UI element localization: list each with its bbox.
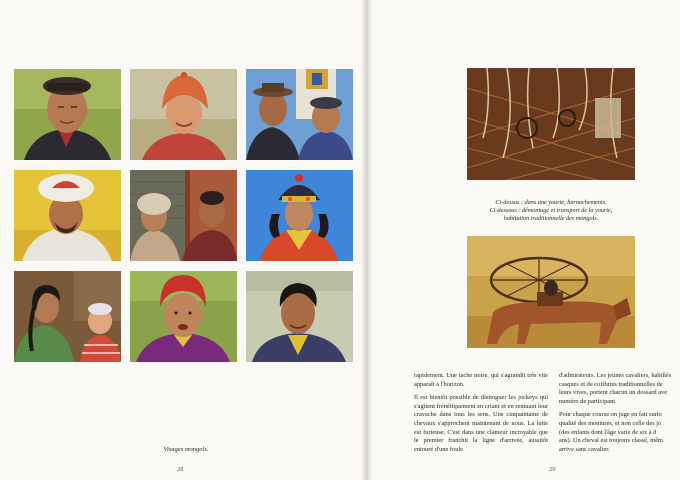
text-column-1 <box>414 372 548 459</box>
column-2-line: casques et de coiffures traditionnelles de <box>559 380 663 388</box>
portrait-man-fur-hat <box>14 170 121 261</box>
column-2-line: d'admirateurs. Les jeunes cavaliers, habillés <box>559 372 672 379</box>
page-number-right: 29 <box>549 466 556 473</box>
page-number-left: 28 <box>177 466 184 473</box>
text-column-2 <box>559 372 680 454</box>
portrait-two-men-before-stupa <box>246 69 353 160</box>
photo-yurt-transport-horse <box>467 236 635 348</box>
column-2-line: ans). Un cheval est toujours classé, mêm <box>559 437 663 445</box>
portrait-young-man <box>246 271 353 362</box>
column-2-line: qualité des montures, et non celle des jo <box>559 419 662 427</box>
photo-caption-right <box>468 199 634 223</box>
column-2-line: (des enfants dont l'âge varie de six à d <box>559 428 657 436</box>
paragraph-1: rapidement. Une tache noire, qui s'agrandit très vite apparaît à l'horizon. <box>414 372 548 388</box>
portrait-two-women-brick-wall <box>130 170 237 261</box>
column-2-line: Pour chaque course on juge en fait surto <box>559 411 662 419</box>
column-2-line: leurs vives, portent chacun un dossard ave <box>559 389 668 397</box>
column-2-line: arrive sans cavalier. <box>559 445 610 453</box>
book-spine <box>362 0 372 480</box>
paragraph-2: Il est bientôt possible de distinguer les jockeys qui s'agitent frénétiquement en criant et en remuant leur cravache dans tous les sens. Une cinquantaine de chevaux s'approchent maintenant de nous. La lutte est furieuse. C'est dans une clameur incroyable que le premier franchit la ligne d'arrivée, aussitôt entouré d'une foule <box>414 394 548 453</box>
portrait-elderly-man-dark-hat <box>14 69 121 160</box>
portrait-mother-and-child <box>14 271 121 362</box>
portrait-woman-red-headscarf <box>130 271 237 362</box>
caption-line-below: Ci-dessous : démontage et transport de la yourte, <box>489 207 613 214</box>
caption-line-habitation: habitation traditionnelle des mongols. <box>503 215 599 222</box>
caption-line-above: Ci-dessus : dans une yourte, harnachements. <box>495 199 607 206</box>
column-2-line: numéro de participant. <box>559 397 617 405</box>
photo-yurt-interior-harness <box>467 68 635 180</box>
portrait-child-orange-cap <box>130 69 237 160</box>
photo-caption: Visages mongols. <box>163 446 209 453</box>
portrait-woman-ceremonial-headdress <box>246 170 353 261</box>
